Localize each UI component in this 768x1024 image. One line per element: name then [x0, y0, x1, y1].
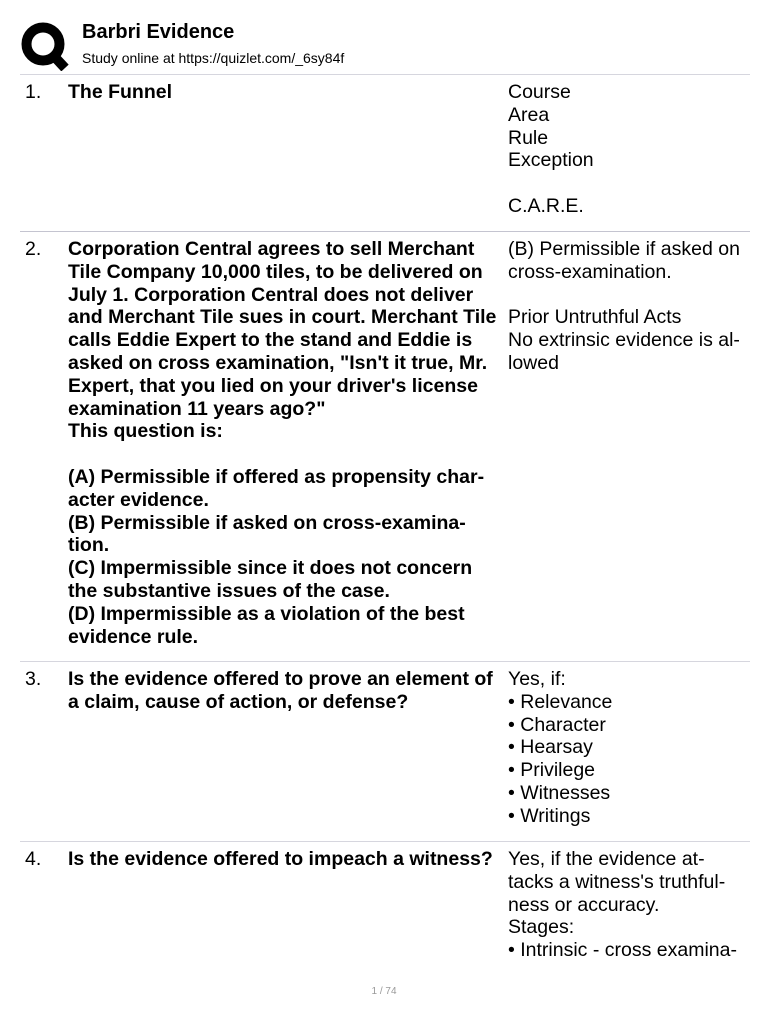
- question-line: Is the evidence offered to impeach a witness?: [68, 848, 493, 870]
- answer-line: Yes, if the evidence at-: [508, 848, 705, 870]
- flashcard: [0, 668, 768, 838]
- answer-line: tacks a witness's truthful-: [508, 870, 726, 893]
- question-line: This question is:: [68, 420, 223, 443]
- question-line: Tile Company 10,000 tiles, to be delivered on: [68, 260, 483, 283]
- card-answer: [508, 668, 752, 828]
- card-divider: [20, 231, 750, 232]
- flashcard: [0, 238, 768, 658]
- card-answer: [508, 238, 752, 375]
- flashcard: [0, 848, 768, 968]
- answer-line: Exception: [508, 149, 594, 172]
- answer-line: • Hearsay: [508, 736, 593, 759]
- answer-line: Rule: [508, 126, 549, 149]
- question-line: calls Eddie Expert to the stand and Eddie is: [68, 329, 473, 352]
- question-line: (D) Impermissible as a violation of the best: [68, 602, 465, 625]
- card-number: 1.: [25, 81, 42, 103]
- question-line: Corporation Central agrees to sell Merchant: [68, 238, 475, 260]
- answer-line: Stages:: [508, 916, 575, 939]
- card-divider: [20, 661, 750, 662]
- card-number: 3.: [25, 668, 42, 690]
- card-answer: [508, 81, 752, 218]
- question-line: examination 11 years ago?": [68, 397, 326, 420]
- quizlet-q-logo-icon: [20, 21, 70, 71]
- question-line: July 1. Corporation Central does not deliver: [68, 283, 474, 306]
- question-line: Is the evidence offered to prove an element of: [68, 668, 493, 690]
- answer-line: Course: [508, 81, 571, 103]
- question-line: evidence rule.: [68, 625, 199, 648]
- question-line: [68, 443, 504, 466]
- question-line: and Merchant Tile sues in court. Merchant Tile: [68, 306, 497, 329]
- question-line: acter evidence.: [68, 488, 209, 511]
- answer-line: Yes, if:: [508, 668, 566, 690]
- answer-line: • Writings: [508, 804, 591, 827]
- answer-line: • Privilege: [508, 759, 596, 782]
- card-question: [68, 848, 504, 871]
- answer-line: Prior Untruthful Acts: [508, 306, 682, 329]
- header-divider: [20, 74, 750, 75]
- question-line: Expert, that you lied on your driver's license: [68, 374, 478, 397]
- card-number: 2.: [25, 238, 42, 260]
- question-line: tion.: [68, 534, 110, 557]
- page-number: 1 / 74: [371, 986, 397, 997]
- flashcard: [0, 81, 768, 231]
- question-line: (C) Impermissible since it does not concern: [68, 557, 473, 580]
- study-link[interactable]: Study online at https://quizlet.com/_6sy84f: [82, 50, 345, 66]
- card-question: [68, 668, 504, 714]
- question-line: (B) Permissible if asked on cross-examina-: [68, 511, 466, 534]
- answer-line: (B) Permissible if asked on: [508, 238, 740, 260]
- card-question: [68, 238, 504, 648]
- card-divider: [20, 841, 750, 842]
- document-title: Barbri Evidence: [82, 21, 235, 43]
- answer-line: [508, 284, 752, 307]
- answer-line: Area: [508, 103, 550, 126]
- answer-line: ness or accuracy.: [508, 893, 660, 916]
- question-line: asked on cross examination, "Isn't it true, Mr.: [68, 351, 488, 374]
- answer-line: lowed: [508, 351, 559, 374]
- card-number: 4.: [25, 848, 42, 870]
- question-line: the substantive issues of the case.: [68, 579, 390, 602]
- answer-line: • Character: [508, 713, 606, 736]
- card-question: [68, 81, 504, 104]
- answer-line: • Intrinsic - cross examina-: [508, 939, 737, 962]
- question-line: a claim, cause of action, or defense?: [68, 690, 409, 713]
- answer-line: No extrinsic evidence is al-: [508, 329, 740, 352]
- question-line: The Funnel: [68, 81, 172, 103]
- answer-line: [508, 172, 752, 195]
- answer-line: • Relevance: [508, 690, 613, 713]
- answer-line: • Witnesses: [508, 781, 611, 804]
- card-answer: [508, 848, 752, 962]
- page-header: [0, 0, 768, 74]
- question-line: (A) Permissible if offered as propensity char-: [68, 465, 485, 488]
- answer-line: cross-examination.: [508, 260, 672, 283]
- answer-line: C.A.R.E.: [508, 194, 584, 217]
